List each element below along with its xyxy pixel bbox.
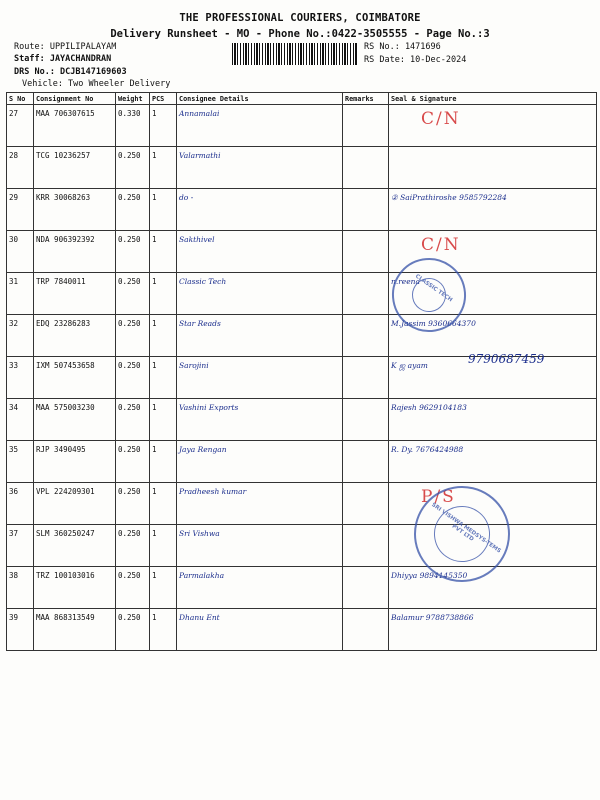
table-row [7,189,597,231]
row-pcs: 1 [150,609,177,651]
row-pcs: 1 [150,525,177,567]
row-sno: 35 [7,441,34,483]
table-row [7,609,597,651]
row-pcs: 1 [150,147,177,189]
row-consignment-no: SLM 360250247 [34,525,116,567]
route-label: Route: UPPILIPALAYAM [14,42,117,52]
row-pcs: 1 [150,483,177,525]
row-sno: 31 [7,273,34,315]
table-row [7,231,597,273]
row-consignment-no: IXM 507453658 [34,357,116,399]
signature-mark: P/S [421,487,456,507]
row-consignee: Vashini Exports [177,399,343,441]
row-pcs: 1 [150,399,177,441]
row-sno: 32 [7,315,34,357]
row-weight: 0.250 [116,567,150,609]
row-pcs: 1 [150,189,177,231]
row-consignee: Valarmathi [177,147,343,189]
row-weight: 0.250 [116,609,150,651]
row-signature: n.reena [389,273,597,315]
runsheet-table [6,92,597,651]
row-consignment-no: TRZ 100103016 [34,567,116,609]
row-pcs: 1 [150,315,177,357]
row-sno: 37 [7,525,34,567]
row-remarks [343,105,389,147]
row-weight: 0.250 [116,189,150,231]
row-pcs: 1 [150,105,177,147]
staff-label: Staff: JAYACHANDRAN [14,54,112,64]
row-pcs: 1 [150,441,177,483]
vishwa-stamp-text: SRI VISHWA MEDSYS-TEMS PVT LTD [430,501,502,555]
row-remarks [343,441,389,483]
row-consignment-no: TRP 7840011 [34,273,116,315]
row-sno: 38 [7,567,34,609]
barcode [232,43,358,65]
col-header-consignment: Consignment No [34,93,116,105]
row-weight: 0.330 [116,105,150,147]
classic-stamp-text: CLASSIC TECH [414,273,454,304]
row-weight: 0.250 [116,315,150,357]
row-consignee: Sri Vishwa [177,525,343,567]
table-row [7,567,597,609]
signature-mark: C/N [421,109,461,129]
rs-number: RS No.: 1471696 [364,42,441,52]
row-weight: 0.250 [116,483,150,525]
row-pcs: 1 [150,273,177,315]
col-header-remarks: Remarks [343,93,389,105]
row-consignment-no: MAA 706307615 [34,105,116,147]
row-consignment-no: TCG 10236257 [34,147,116,189]
runsheet-subtitle: Delivery Runsheet - MO - Phone No.:0422-3505555 - Page No.:3 [110,28,490,40]
row-weight: 0.250 [116,399,150,441]
row-consignee: Pradheesh kumar [177,483,343,525]
row-consignee: Parmalakha [177,567,343,609]
row-signature: R. Dy. 7676424988 [389,441,597,483]
row-pcs: 1 [150,567,177,609]
rs-date: RS Date: 10-Dec-2024 [364,55,467,65]
drs-label: DRS No.: DCJB147169603 [14,67,127,77]
row-sno: 34 [7,399,34,441]
row-consignment-no: VPL 224209301 [34,483,116,525]
col-header-consignee: Consignee Details [177,93,343,105]
col-header-sno: S No [7,93,34,105]
row-signature [389,147,597,189]
row-consignment-no: RJP 3490495 [34,441,116,483]
row-consignee: Dhanu Ent [177,609,343,651]
row-weight: 0.250 [116,441,150,483]
row-remarks [343,483,389,525]
row-pcs: 1 [150,231,177,273]
signature-mark: C/N [421,235,461,255]
row-consignment-no: MAA 575003230 [34,399,116,441]
row-consignee: Annamalai [177,105,343,147]
company-title: THE PROFESSIONAL COURIERS, COIMBATORE [179,12,421,24]
table-row [7,147,597,189]
row-sno: 30 [7,231,34,273]
table-row [7,441,597,483]
row-signature: Balamur 9788738866 [389,609,597,651]
row-signature [389,105,597,147]
row-weight: 0.250 [116,147,150,189]
table-row [7,315,597,357]
row-remarks [343,231,389,273]
row-remarks [343,273,389,315]
row-sno: 36 [7,483,34,525]
row-sno: 29 [7,189,34,231]
row-consignee: Jaya Rengan [177,441,343,483]
row-remarks [343,315,389,357]
row-remarks [343,399,389,441]
row-remarks [343,525,389,567]
extra-phone-note: 9790687459 [468,352,545,366]
row-consignee: Sarojini [177,357,343,399]
row-pcs: 1 [150,357,177,399]
row-consignee: Classic Tech [177,273,343,315]
row-consignee: do - [177,189,343,231]
row-sno: 28 [7,147,34,189]
row-remarks [343,357,389,399]
table-row [7,273,597,315]
table-header-row [7,93,597,105]
vehicle-label: Vehicle: Two Wheeler Delivery [22,79,171,89]
row-consignment-no: KRR 30068263 [34,189,116,231]
row-signature: M.Jassim 9360664370 [389,315,597,357]
row-sno: 33 [7,357,34,399]
row-weight: 0.250 [116,525,150,567]
table-row [7,399,597,441]
row-signature: Dhiyya 9894145350 [389,567,597,609]
row-sno: 39 [7,609,34,651]
row-weight: 0.250 [116,357,150,399]
row-remarks [343,189,389,231]
row-consignment-no: NDA 906392392 [34,231,116,273]
row-sno: 27 [7,105,34,147]
row-remarks [343,567,389,609]
row-weight: 0.250 [116,273,150,315]
row-weight: 0.250 [116,231,150,273]
row-signature: Rajesh 9629104183 [389,399,597,441]
row-signature: ② SaiPrathiroshe 9585792284 [389,189,597,231]
col-header-weight: Weight [116,93,150,105]
row-consignment-no: EDQ 23286283 [34,315,116,357]
col-header-pcs: PCS [150,93,177,105]
row-signature: K ஜ ayam [389,357,597,399]
row-consignee: Star Reads [177,315,343,357]
row-remarks [343,609,389,651]
row-remarks [343,147,389,189]
row-consignee: Sakthivel [177,231,343,273]
row-consignment-no: MAA 868313549 [34,609,116,651]
table-row [7,105,597,147]
col-header-signature: Seal & Signature [389,93,597,105]
